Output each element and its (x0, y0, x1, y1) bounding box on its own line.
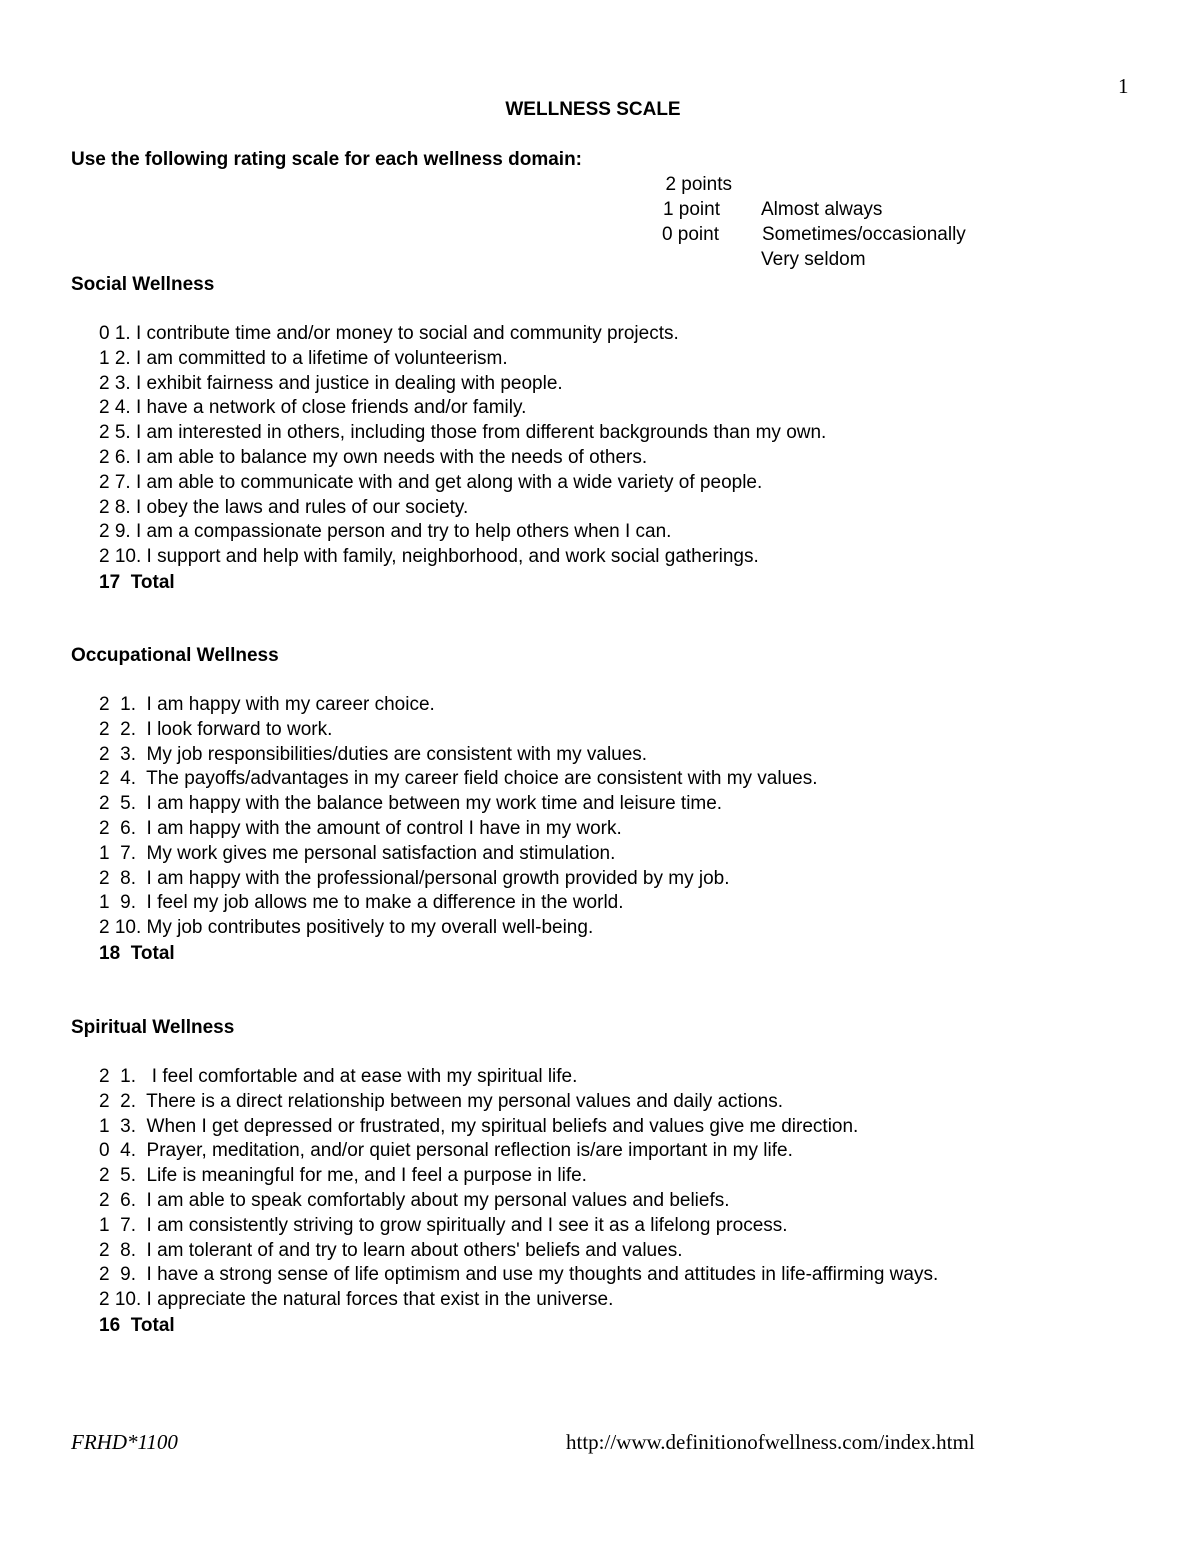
list-item: 2 5. I am happy with the balance between my work time and leisure time. (99, 793, 723, 815)
rating-points: 2 points (665, 174, 732, 195)
list-item: 2 2. I look forward to work. (99, 718, 333, 740)
list-item: 1 7. I am consistently striving to grow spiritually and I see it as a lifelong process. (99, 1214, 788, 1236)
list-item: 2 9. I have a strong sense of life optimism and use my thoughts and attitudes in life-affirming ways. (99, 1264, 939, 1286)
section-heading: Occupational Wellness (71, 645, 279, 666)
rating-points: 0 point (661, 224, 719, 245)
rating-scale-intro: Use the following rating scale for each wellness domain: (71, 149, 583, 170)
rating-points: 1 point (662, 199, 720, 220)
item-list (99, 1065, 938, 1338)
footer-url: http://www.definitionofwellness.com/index.html (566, 1430, 975, 1454)
section-total: 16 Total (99, 1314, 175, 1336)
list-item: 2 8. I obey the laws and rules of our society. (99, 496, 469, 518)
list-item: 1 7. My work gives me personal satisfaction and stimulation. (99, 842, 616, 864)
list-item: 2 8. I am tolerant of and try to learn about others' beliefs and values. (99, 1239, 683, 1261)
document-title: WELLNESS SCALE (505, 99, 681, 120)
list-item: 2 4. I have a network of close friends and/or family. (99, 397, 527, 419)
list-item: 2 6. I am able to balance my own needs with the needs of others. (99, 446, 648, 468)
list-item: 2 10. My job contributes positively to my overall well-being. (99, 917, 594, 939)
section-heading: Social Wellness (71, 274, 215, 295)
list-item: 0 4. Prayer, meditation, and/or quiet personal reflection is/are important in my life. (99, 1140, 793, 1162)
list-item: 2 2. There is a direct relationship between my personal values and daily actions. (99, 1090, 784, 1112)
rating-description: Sometimes/occasionally (762, 224, 966, 245)
rating-description: Almost always (761, 199, 883, 220)
list-item: 0 1. I contribute time and/or money to social and community projects. (99, 323, 679, 344)
item-list (99, 322, 826, 595)
list-item: 2 10. I appreciate the natural forces that exist in the universe. (99, 1289, 614, 1311)
list-item: 2 5. I am interested in others, including those from different backgrounds than my own. (99, 422, 827, 444)
list-item: 2 3. My job responsibilities/duties are consistent with my values. (99, 743, 648, 765)
list-item: 2 6. I am happy with the amount of control I have in my work. (99, 817, 622, 839)
section-heading: Spiritual Wellness (71, 1017, 235, 1038)
list-item: 2 9. I am a compassionate person and try to help others when I can. (99, 521, 672, 543)
section-total: 17 Total (99, 571, 175, 593)
item-list (99, 693, 818, 966)
page-number: 1 (1118, 74, 1129, 98)
list-item: 2 8. I am happy with the professional/personal growth provided by my job. (99, 867, 730, 889)
list-item: 2 10. I support and help with family, neighborhood, and work social gatherings. (99, 546, 759, 568)
list-item: 1 3. When I get depressed or frustrated, my spiritual beliefs and values give me direction. (99, 1115, 859, 1137)
list-item: 1 9. I feel my job allows me to make a difference in the world. (99, 892, 624, 914)
list-item: 2 4. The payoffs/advantages in my career field choice are consistent with my values. (99, 768, 818, 790)
list-item: 2 7. I am able to communicate with and get along with a wide variety of people. (99, 471, 763, 493)
list-item: 2 5. Life is meaningful for me, and I feel a purpose in life. (99, 1165, 587, 1187)
list-item: 2 3. I exhibit fairness and justice in dealing with people. (99, 372, 563, 394)
list-item: 1 2. I am committed to a lifetime of volunteerism. (99, 347, 508, 369)
list-item: 2 6. I am able to speak comfortably about my personal values and beliefs. (99, 1189, 730, 1211)
section-total: 18 Total (99, 942, 175, 964)
footer-course-code: FRHD*1100 (71, 1430, 178, 1454)
rating-description: Very seldom (761, 249, 866, 270)
list-item: 2 1. I am happy with my career choice. (99, 694, 435, 715)
list-item: 2 1. I feel comfortable and at ease with my spiritual life. (99, 1066, 578, 1087)
